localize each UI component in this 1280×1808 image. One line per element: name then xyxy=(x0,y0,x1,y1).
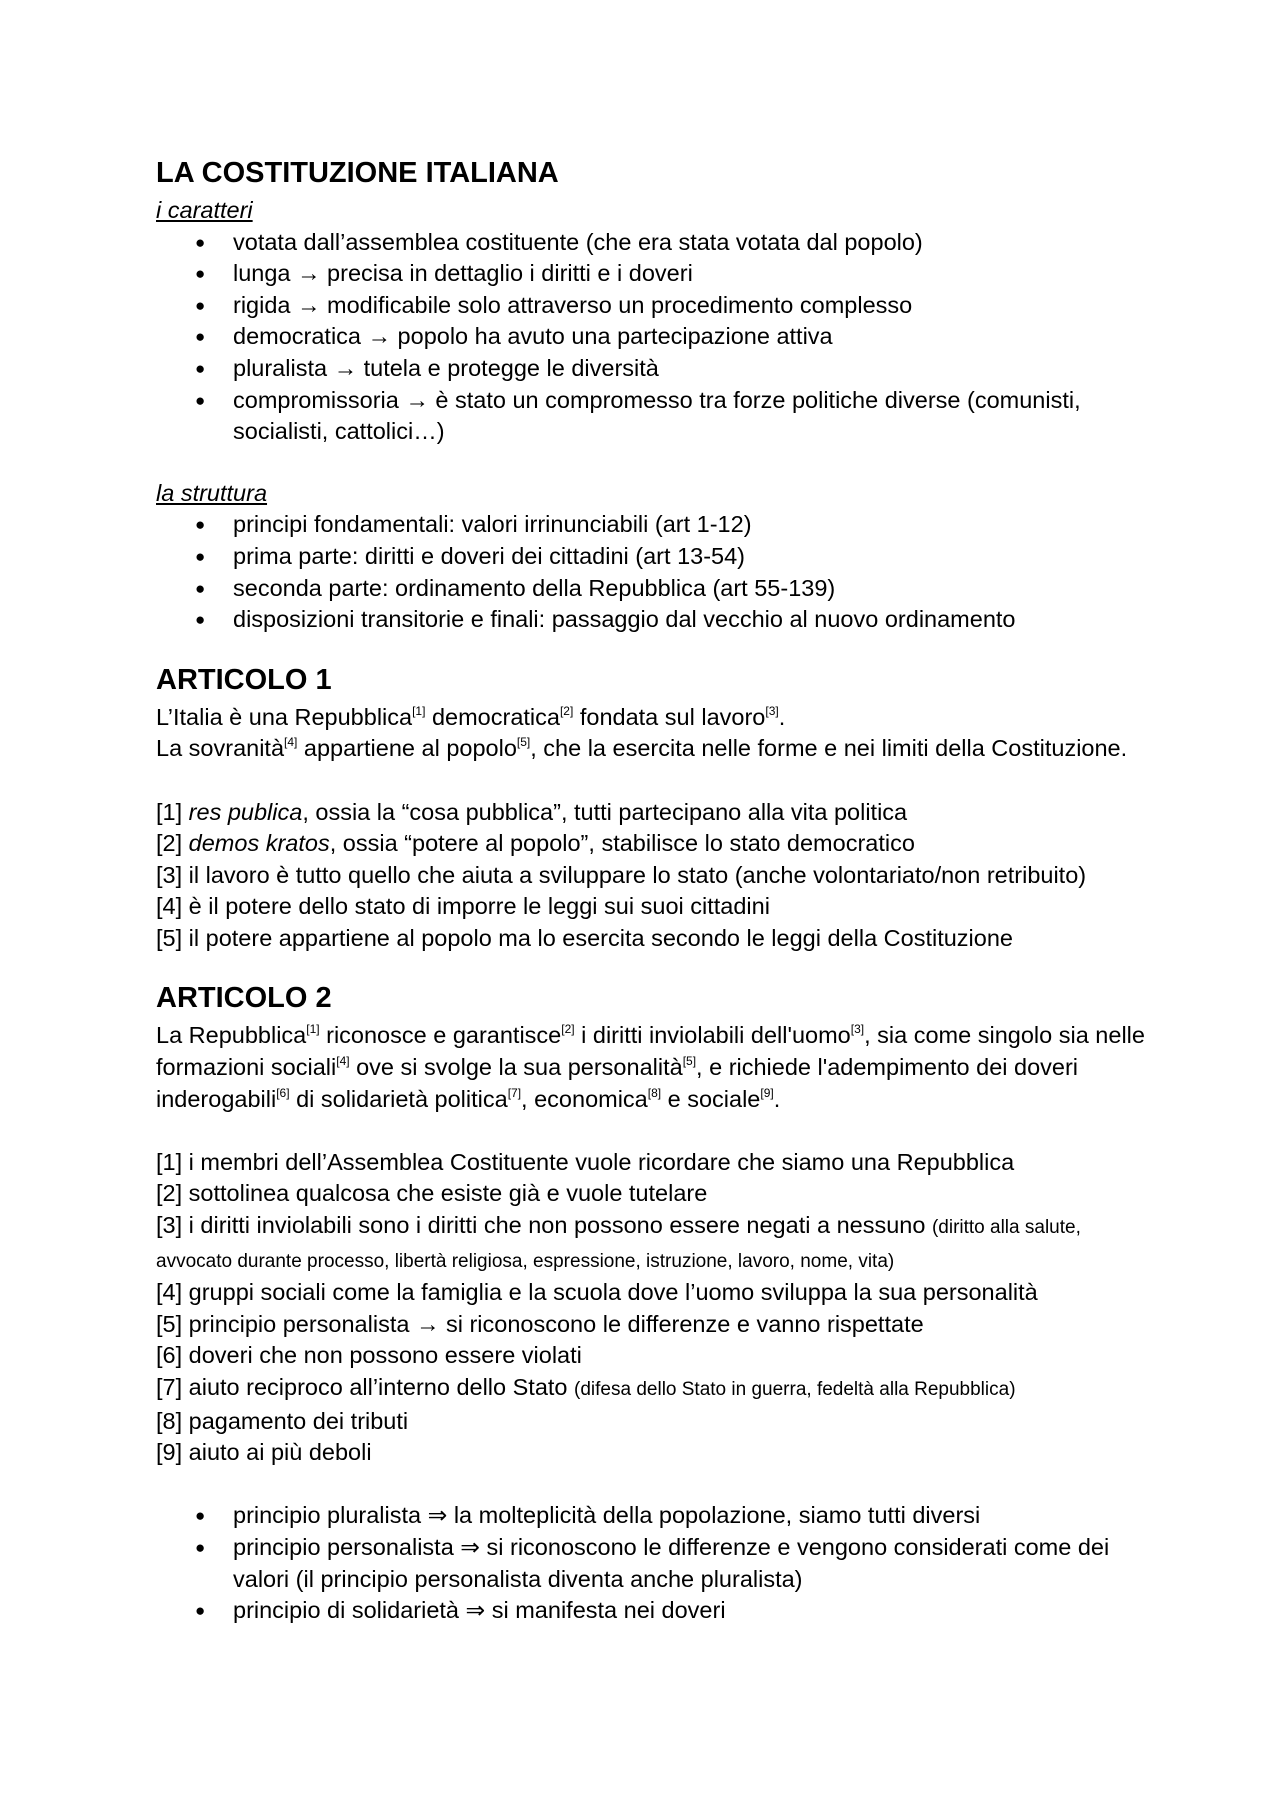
note: [2] demos kratos, ossia “potere al popolo”, stabilisce lo stato democratico xyxy=(156,830,915,857)
list-item: ● principio di solidarietà ⇒ si manifesta nei doveri xyxy=(156,1595,1146,1627)
note: [4] è il potere dello stato di imporre le leggi sui suoi cittadini xyxy=(156,893,770,920)
note: [3] i diritti inviolabili sono i diritti che non possono essere negati a nessuno (diritto alla salute, avvocato durante processo, libertà religiosa, espressione, istruzione, lavoro, nome, vita) xyxy=(156,1212,1081,1272)
articolo-1-text: L’Italia è una Repubblica[1] democratica[2] fondata sul lavoro[3]. La sovranità[4] appartiene al popolo[5], che la esercita nelle forme e nei limiti della Costituzione. xyxy=(156,703,1128,762)
note: [4] gruppi sociali come la famiglia e la scuola dove l’uomo sviluppa la sua personalità xyxy=(156,1279,1038,1306)
page-title: LA COSTITUZIONE ITALIANA xyxy=(156,157,559,189)
articolo-2-text: La Repubblica[1] riconosce e garantisce[2] i diritti inviolabili dell'uomo[3], sia come singolo sia nelle formazioni sociali[4] ove si svolge la sua personalità[5], e richiede l'adempimento dei doveri inderogabili[6] di solidarietà politica[7], economica[8] e sociale[9]. xyxy=(156,1022,1145,1112)
articolo-2-heading: ARTICOLO 2 xyxy=(156,982,332,1015)
note: [9] aiuto ai più deboli xyxy=(156,1439,372,1466)
note: [1] res publica, ossia la “cosa pubblica”, tutti partecipano alla vita politica xyxy=(156,798,908,825)
articolo-1-heading: ARTICOLO 1 xyxy=(156,663,332,696)
list-item: ● principio pluralista ⇒ la molteplicità della popolazione, siamo tutti diversi xyxy=(156,1500,1146,1532)
list-item: ● rigida → modificabile solo attraverso un procedimento complesso xyxy=(156,290,1146,322)
list-item: ● disposizioni transitorie e finali: passaggio dal vecchio al nuovo ordinamento xyxy=(156,604,1146,636)
list-item: ● principio personalista ⇒ si riconoscono le differenze e vengono considerati come dei valori (il principio personalista diventa anche pluralista) xyxy=(156,1532,1146,1595)
articolo-2-notes xyxy=(156,1147,1146,1469)
note: [5] il potere appartiene al popolo ma lo esercita secondo le leggi della Costituzione xyxy=(156,924,1013,951)
list-item: ● democratica → popolo ha avuto una partecipazione attiva xyxy=(156,321,1146,353)
articolo-1-notes xyxy=(156,797,1146,955)
list-item: ● prima parte: diritti e doveri dei cittadini (art 13-54) xyxy=(156,541,1146,573)
note: [3] il lavoro è tutto quello che aiuta a sviluppare lo stato (anche volontariato/non retribuito) xyxy=(156,861,1087,888)
list-item: ● lunga → precisa in dettaglio i diritti e i doveri xyxy=(156,258,1146,290)
note: [5] principio personalista → si riconoscono le differenze e vanno rispettate xyxy=(156,1310,924,1337)
caratteri-heading: i caratteri xyxy=(156,197,253,223)
list-item: ● votata dall’assemblea costituente (che era stata votata dal popolo) xyxy=(156,227,1146,259)
note: [1] i membri dell’Assemblea Costituente vuole ricordare che siamo una Repubblica xyxy=(156,1148,1015,1175)
note: [2] sottolinea qualcosa che esiste già e vuole tutelare xyxy=(156,1180,708,1207)
note: [8] pagamento dei tributi xyxy=(156,1407,409,1434)
document-page xyxy=(156,151,1146,1627)
note: [7] aiuto reciproco all’interno dello Stato (difesa dello Stato in guerra, fedeltà alla Repubblica) xyxy=(156,1374,1016,1400)
caratteri-list xyxy=(156,227,1146,448)
principi-list xyxy=(156,1500,1146,1626)
list-item: ● compromissoria → è stato un compromesso tra forze politiche diverse (comunisti, socialisti, cattolici…) xyxy=(156,385,1146,448)
list-item: ● seconda parte: ordinamento della Repubblica (art 55-139) xyxy=(156,573,1146,605)
struttura-list xyxy=(156,509,1146,635)
note: [6] doveri che non possono essere violati xyxy=(156,1342,582,1369)
list-item: ● pluralista → tutela e protegge le diversità xyxy=(156,353,1146,385)
list-item: ● principi fondamentali: valori irrinunciabili (art 1-12) xyxy=(156,509,1146,541)
struttura-heading: la struttura xyxy=(156,479,268,506)
